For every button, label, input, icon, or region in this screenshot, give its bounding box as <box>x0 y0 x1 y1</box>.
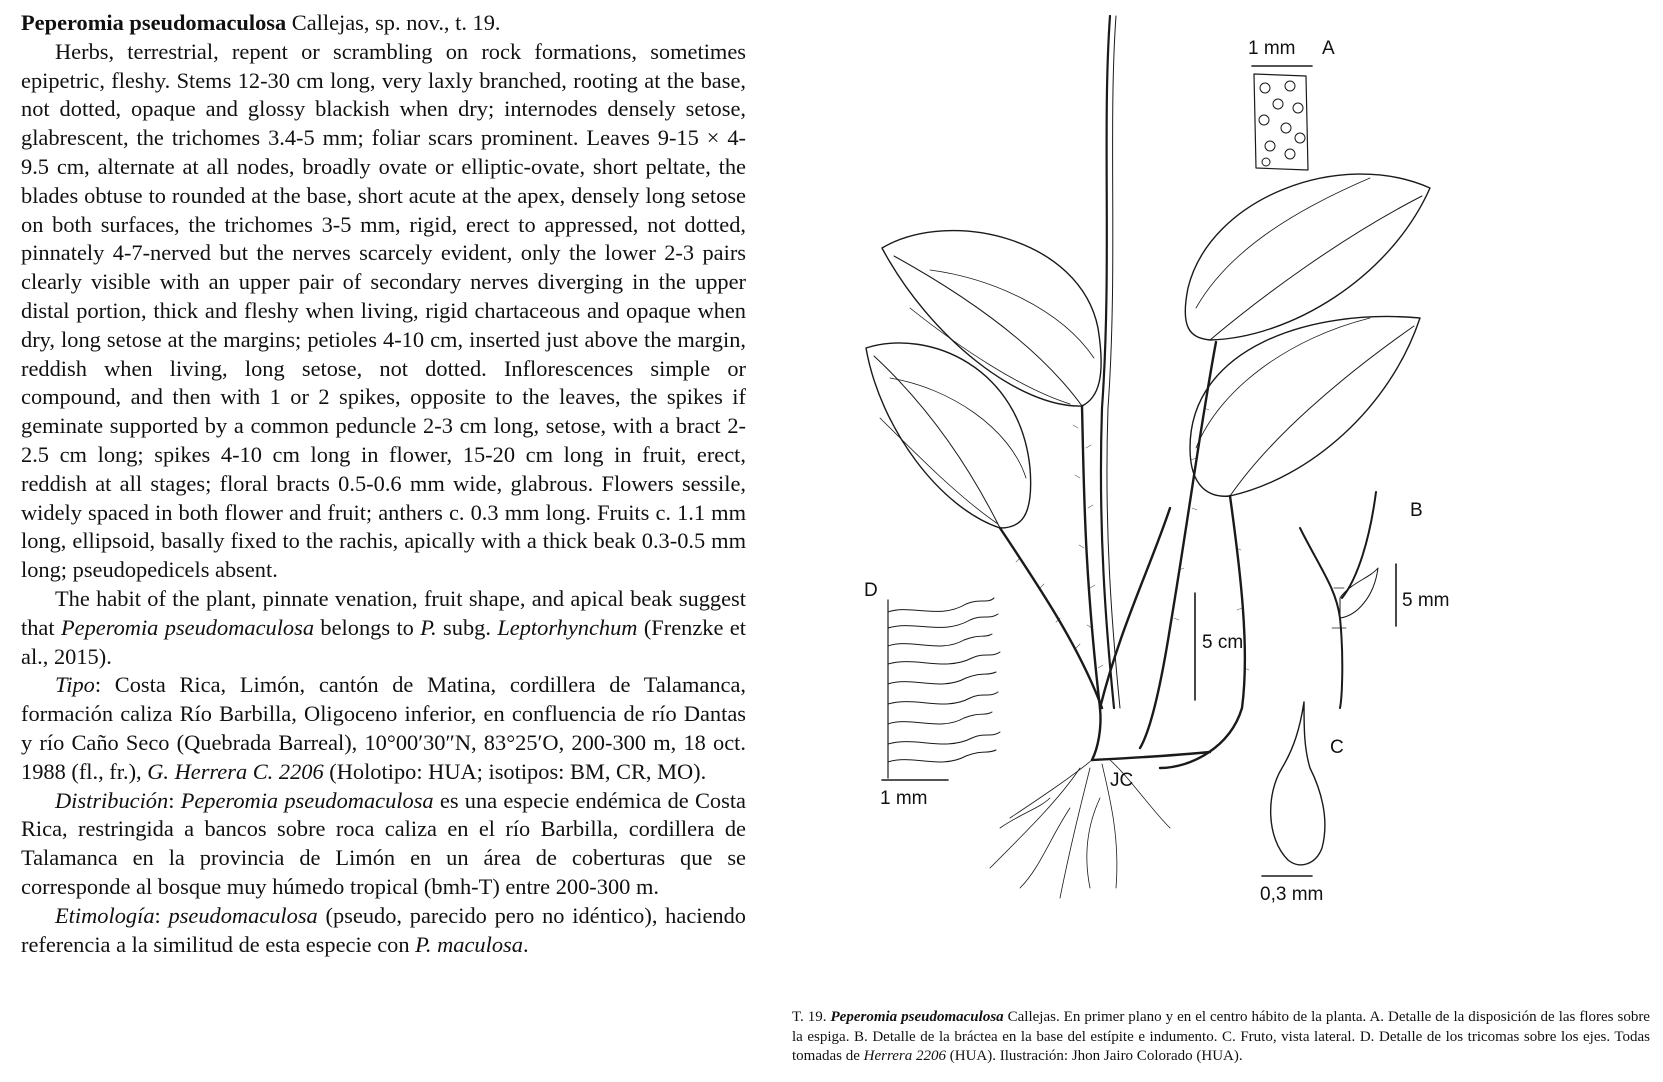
detail-c-fruit <box>1262 702 1325 876</box>
hairy-stems <box>1000 342 1245 768</box>
scale-label-d: 1 mm <box>880 788 928 809</box>
upright-spike <box>1101 16 1114 708</box>
illustration-svg <box>864 8 1660 948</box>
etimologia-colon: : <box>154 902 169 928</box>
etimologia-compare-species: P. maculosa <box>415 931 523 957</box>
tipo-text-2: (Holotipo: HUA; isotipos: BM, CR, MO). <box>323 758 707 784</box>
panel-label-b: B <box>1410 500 1423 521</box>
detail-d-trichomes <box>882 598 1000 780</box>
etimologia-label: Etimología <box>55 902 155 928</box>
habit-text-3: subg. <box>436 614 498 640</box>
tipo-label: Tipo <box>55 672 95 698</box>
caption-number: T. 19. <box>792 1009 831 1025</box>
habit-text-1: The habit of the plant, pinnate venation, fruit shape, and apical beak suggest that <box>21 585 746 640</box>
leaf-lower-right <box>1190 317 1420 497</box>
etimologia-epithet: pseudomaculosa <box>168 902 318 928</box>
caption-specimen: Herrera 2206 <box>863 1048 947 1064</box>
tipo-paragraph <box>21 671 746 786</box>
scale-label-c: 0,3 mm <box>1260 884 1324 905</box>
illustrator-signature: JC <box>1110 770 1134 791</box>
leaf-upper-right <box>1185 174 1430 340</box>
habit-genus: P. <box>420 614 437 640</box>
distribucion-colon: : <box>168 787 181 813</box>
habit-text-2: belongs to <box>314 614 421 640</box>
distribucion-paragraph <box>21 787 746 902</box>
detail-a-spike <box>1252 66 1312 170</box>
tipo-text-1: : Costa Rica, Limón, cantón de Matina, cordillera de Talamanca, formación caliza Río Barbilla, Oligoceno inferior, en confluencia de río Dantas y río Caño Seco (Quebrada Barreal), 10°00′30″N, 83°25′O, 200-300 m, 18 oct. 1988 (fl., fr.), <box>21 672 746 784</box>
description-paragraph: Herbs, terrestrial, repent or scrambling on rock formations, sometimes epipetric, fleshy. Stems 12-30 cm long, very laxly branched, rooting at the base, not dotted, opaque and glossy blackish when dry; internodes densely setose, glabrescent, the trichomes 3.4-5 mm; foliar scars prominent. Leaves 9-15 × 4-9.5 cm, alternate at all nodes, broadly ovate or elliptic-ovate, short peltate, the blades obtuse to rounded at the base, short acute at the apex, densely long setose on both surfaces, the trichomes 3-5 mm, rigid, erect to appressed, not dotted, pinnately 4-7-nerved but the nerves scarcely evident, only the lower 2-3 pairs clearly visible with an upper pair of secondary nerves diverging in the upper distal portion, thick and fleshy when living, rigid chartaceous and opaque when dry, long setose at the margins; petioles 4-10 cm, inserted just above the margin, reddish when living, long setose, not dotted. Inflorescences simple or compound, and then with 1 or 2 spikes, opposite to the leaves, the spikes if geminate supported by a common peduncle 2-3 cm long, setose, with a bract 2-2.5 cm long; spikes 4-10 cm long in flower, 15-20 cm long in fruit, erect, reddish at all stages; floral bracts 0.5-0.6 mm wide, glabrous. Flowers sessile, widely spaced in both flower and fruit; anthers c. 0.3 mm long. Fruits c. 1.1 mm long, ellipsoid, basally fixed to the rachis, apically with a thick beak 0.3-0.5 mm long; pseudopedicels absent. <box>21 38 746 583</box>
species-heading <box>21 9 746 38</box>
detail-b-bract <box>1300 492 1396 708</box>
panel-label-c: C <box>1330 737 1344 758</box>
tipo-collector: G. Herrera C. 2206 <box>147 758 324 784</box>
figure-caption <box>792 1008 1650 1067</box>
panel-label-a: A <box>1322 38 1335 59</box>
habit-paragraph <box>21 585 746 671</box>
etimologia-paragraph <box>21 902 746 960</box>
caption-text: Callejas. En primer plano y en el centro hábito de la planta. A. Detalle de la disposición de las flores sobre la espiga. B. Detalle de la bráctea en la base del estípite e indumento. C. Fruto, vista lateral. D. Detalle de los tricomas sobre los ejes. Todas tomadas de <box>792 1009 1650 1064</box>
caption-species: Peperomia pseudomaculosa <box>830 1009 1004 1025</box>
habit-subgenus: Leptorhynchum <box>497 614 638 640</box>
scale-label-a: 1 mm <box>1248 38 1296 59</box>
caption-credit: (HUA). Ilustración: Jhon Jairo Colorado (HUA). <box>946 1048 1243 1064</box>
panel-label-d: D <box>864 580 878 601</box>
habit-text-4: (Frenzke et al., 2015). <box>21 614 746 669</box>
species-name-heading: Peperomia pseudomaculosa <box>21 10 287 35</box>
habit-species: Peperomia pseudomaculosa <box>60 614 315 640</box>
etimologia-period: . <box>522 931 529 957</box>
scale-label-main: 5 cm <box>1202 632 1244 653</box>
distribucion-label: Distribución <box>55 787 169 813</box>
scale-label-b: 5 mm <box>1402 590 1450 611</box>
distribucion-text: es una especie endémica de Costa Rica, restringida a bancos sobre roca caliza en el río Barbilla, cordillera de Talamanca en la provincia de Limón en un área de coberturas que se corresponde al bosque muy húmedo tropical (bmh-T) entre 200-300 m. <box>21 787 746 899</box>
species-description-column <box>21 9 746 959</box>
distribucion-species: Peperomia pseudomaculosa <box>180 787 434 813</box>
leaf-left-middle <box>866 343 1031 528</box>
main-habit-plant <box>866 16 1430 898</box>
botanical-illustration <box>864 8 1660 948</box>
roots <box>990 760 1170 898</box>
etimologia-text: (pseudo, parecido pero no idéntico), haciendo referencia a la similitud de esta especie con <box>21 902 746 957</box>
species-authority: Callejas, sp. nov., t. 19. <box>286 10 501 35</box>
